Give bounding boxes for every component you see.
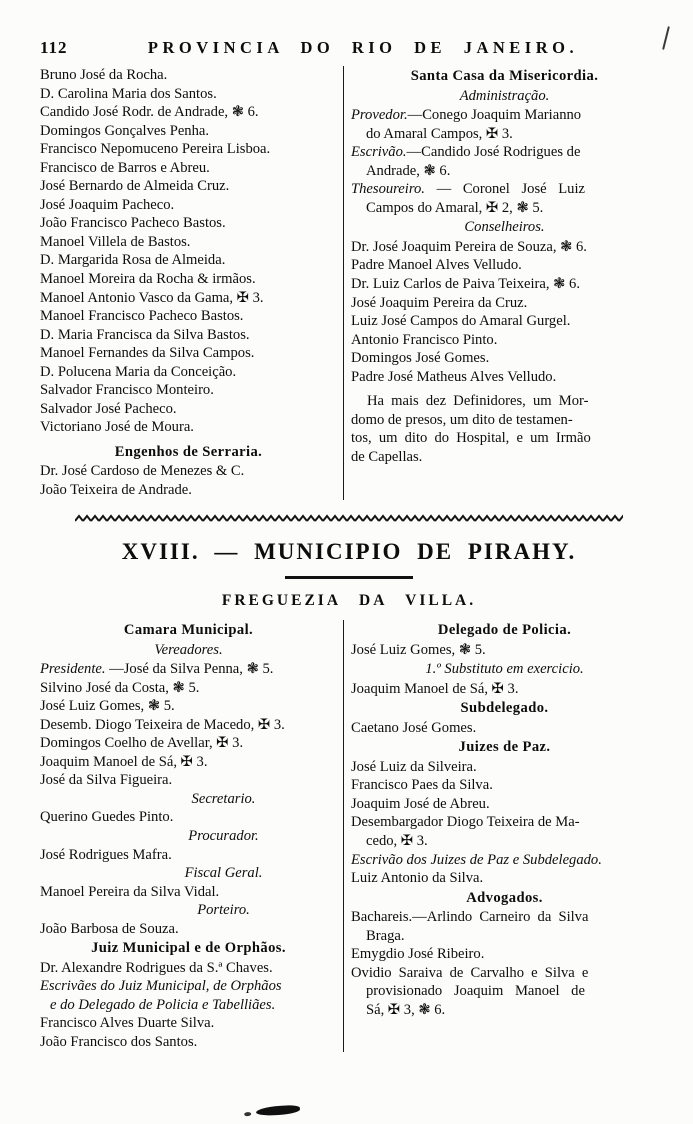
entry-line: Sá, ✠ 3, ❃ 6. <box>366 1001 446 1018</box>
sub-heading: Administração. <box>459 87 550 104</box>
entry-line: José Rodrigues Mafra. <box>40 846 172 863</box>
misericordia-block <box>40 66 658 500</box>
sub-heading: Camara Municipal. <box>123 621 254 638</box>
sub-heading: Procurador. <box>188 827 259 844</box>
entry-line: João Francisco dos Santos. <box>40 1034 198 1050</box>
entry-line: José Joaquim Pacheco. <box>40 196 175 213</box>
entry-line: domo de presos, um dito de testamen- <box>351 411 573 428</box>
entry-line: Joaquim José de Abreu. <box>351 795 490 812</box>
entry-line: Dr. Alexandre Rodrigues da S.ª Chaves. <box>40 959 273 976</box>
entry-line: Salvador José Pacheco. <box>40 400 177 417</box>
section-subtitle: FREGUEZIA DA VILLA. <box>221 591 477 609</box>
running-title: PROVINCIA DO RIO DE JANEIRO. <box>147 38 579 57</box>
ink-smudge-artifact <box>256 1104 301 1116</box>
page-number: 112 <box>40 38 68 57</box>
entry-line: Francisco Paes da Silva. <box>351 777 493 794</box>
entry-line: Dr. Luiz Carlos de Paiva Teixeira, ❃ 6. <box>351 276 580 293</box>
entry-line: Domingos Coelho de Avellar, ✠ 3. <box>40 735 244 752</box>
entry-line: Escrivães do Juiz Municipal, de Orphãos <box>40 978 282 995</box>
sub-heading: 1.º Substituto em exercicio. <box>425 661 584 678</box>
wavy-divider <box>75 514 623 523</box>
sub-heading: Secretario. <box>191 790 256 807</box>
section-title: XVIII. — MUNICIPIO DE PIRAHY. <box>121 538 577 564</box>
entry-line: João Teixeira de Andrade. <box>40 482 192 499</box>
sub-heading: Fiscal Geral. <box>184 865 263 882</box>
sub-heading: Juizes de Paz. <box>458 739 551 756</box>
entry-line: Padre Manoel Alves Velludo. <box>351 257 522 274</box>
entry-line: Emygdio José Ribeiro. <box>351 946 485 963</box>
entry-line: José Luiz Gomes, ❃ 5. <box>351 641 486 658</box>
entry-line: Joaquim Manoel de Sá, ✠ 3. <box>351 680 519 697</box>
entry-line: tos, um dito do Hospital, e um Irmão <box>351 430 591 447</box>
sub-heading: Subdelegado. <box>460 700 549 717</box>
sub-heading: Advogados. <box>466 889 543 906</box>
entry-line: Manoel Pereira da Silva Vidal. <box>40 883 220 900</box>
entry-line: Manoel Villela de Bastos. <box>40 233 191 250</box>
entry-line: Andrade, ❃ 6. <box>366 162 451 179</box>
entry-line: Manoel Antonio Vasco da Gama, ✠ 3. <box>40 289 264 306</box>
sub-heading: Vereadores. <box>154 641 223 658</box>
entry-line: Escrivão.—Candido José Rodrigues de <box>351 144 581 161</box>
misericordia-left-column <box>40 66 343 500</box>
entry-line: Desemb. Diogo Teixeira de Macedo, ✠ 3. <box>40 716 285 733</box>
villa-right-column <box>343 620 658 1052</box>
entry-line: Provedor.—Conego Joaquim Marianno <box>351 107 582 124</box>
title-rule <box>285 576 413 579</box>
entry-line: Domingos Gonçalves Penha. <box>40 122 210 139</box>
sub-heading: Santa Casa da Misericordia. <box>410 68 599 84</box>
entry-line: João Barbosa de Souza. <box>40 920 179 937</box>
entry-line: Querino Guedes Pinto. <box>40 809 174 826</box>
sub-heading: Engenhos de Serraria. <box>114 443 263 460</box>
entry-role-label: Thesoureiro. <box>351 181 425 198</box>
entry-line: Caetano José Gomes. <box>351 719 477 736</box>
entry-line: Domingos José Gomes. <box>351 350 490 367</box>
villa-block <box>40 620 658 1052</box>
page-header <box>40 38 658 58</box>
entry-role-label: Presidente. <box>40 661 106 678</box>
scanned-page <box>40 38 658 1052</box>
villa-left-column <box>40 620 343 1052</box>
entry-line: Ha mais dez Definidores, um Mor- <box>367 393 589 410</box>
entry-line: Joaquim Manoel de Sá, ✠ 3. <box>40 753 208 770</box>
entry-line: Manoel Francisco Pacheco Bastos. <box>40 308 244 325</box>
entry-line: Antonio Francisco Pinto. <box>351 331 498 348</box>
pen-mark-artifact <box>662 26 670 50</box>
entry-line: D. Maria Francisca da Silva Bastos. <box>40 326 250 343</box>
entry-line: José da Silva Figueira. <box>40 772 173 789</box>
entry-line: Ovidio Saraiva de Carvalho e Silva e <box>351 964 589 981</box>
entry-line: Campos do Amaral, ✠ 2, ❃ 5. <box>366 199 544 216</box>
entry-line: Presidente. —José da Silva Penna, ❃ 5. <box>40 661 274 678</box>
entry-line: e do Delegado de Policia e Tabelliães. <box>50 996 276 1013</box>
entry-line: José Luiz da Silveira. <box>351 758 477 775</box>
entry-line: Thesoureiro. — Coronel José Luiz <box>351 181 586 198</box>
entry-line: Dr. José Cardoso de Menezes & C. <box>40 463 245 480</box>
entry-line: de Capellas. <box>351 448 423 465</box>
sub-heading: Porteiro. <box>197 902 250 919</box>
entry-line: cedo, ✠ 3. <box>366 832 428 849</box>
entry-line: José Bernardo de Almeida Cruz. <box>40 178 230 195</box>
entry-line: Salvador Francisco Monteiro. <box>40 382 214 399</box>
entry-line: Manoel Moreira da Rocha & irmãos. <box>40 271 256 288</box>
entry-line: D. Polucena Maria da Conceição. <box>40 363 237 380</box>
entry-line: do Amaral Campos, ✠ 3. <box>366 125 513 142</box>
entry-line: Luiz Antonio da Silva. <box>351 870 484 887</box>
entry-line: Padre José Matheus Alves Velludo. <box>351 368 557 385</box>
entry-line: José Luiz Gomes, ❃ 5. <box>40 698 175 715</box>
entry-line: Dr. José Joaquim Pereira de Souza, ❃ 6. <box>351 238 587 255</box>
sub-heading: Conselheiros. <box>464 219 545 236</box>
entry-role-label: Escrivão. <box>351 144 407 161</box>
entry-line: Candido José Rodr. de Andrade, ❃ 6. <box>40 104 259 121</box>
entry-line: Francisco Alves Duarte Silva. <box>40 1015 215 1032</box>
entry-line: Victoriano José de Moura. <box>40 419 194 436</box>
entry-line: Manoel Fernandes da Silva Campos. <box>40 345 255 362</box>
entry-line: provisionado Joaquim Manoel de <box>366 983 585 1000</box>
entry-line: Desembargador Diogo Teixeira de Ma- <box>351 814 580 831</box>
entry-line: D. Margarida Rosa de Almeida. <box>40 252 226 269</box>
sub-heading: Juiz Municipal e de Orphãos. <box>91 940 286 957</box>
entry-line: João Francisco Pacheco Bastos. <box>40 215 226 232</box>
misericordia-right-column <box>343 66 658 500</box>
entry-line: José Joaquim Pereira da Cruz. <box>351 294 528 311</box>
sub-heading: Delegado de Policia. <box>437 621 572 638</box>
entry-line: Bachareis.—Arlindo Carneiro da Silva <box>351 909 589 926</box>
entry-line: Silvino José da Costa, ❃ 5. <box>40 679 200 696</box>
entry-role-label: Provedor. <box>351 107 408 124</box>
entry-line: Luiz José Campos do Amaral Gurgel. <box>351 313 571 330</box>
entry-line: Bruno José da Rocha. <box>40 67 168 83</box>
entry-line: Braga. <box>366 927 405 944</box>
entry-line: Francisco Nepomuceno Pereira Lisboa. <box>40 141 271 158</box>
entry-line: D. Carolina Maria dos Santos. <box>40 85 217 102</box>
entry-line: Escrivão dos Juizes de Paz e Subdelegado. <box>351 851 602 868</box>
entry-line: Francisco de Barros e Abreu. <box>40 159 210 176</box>
